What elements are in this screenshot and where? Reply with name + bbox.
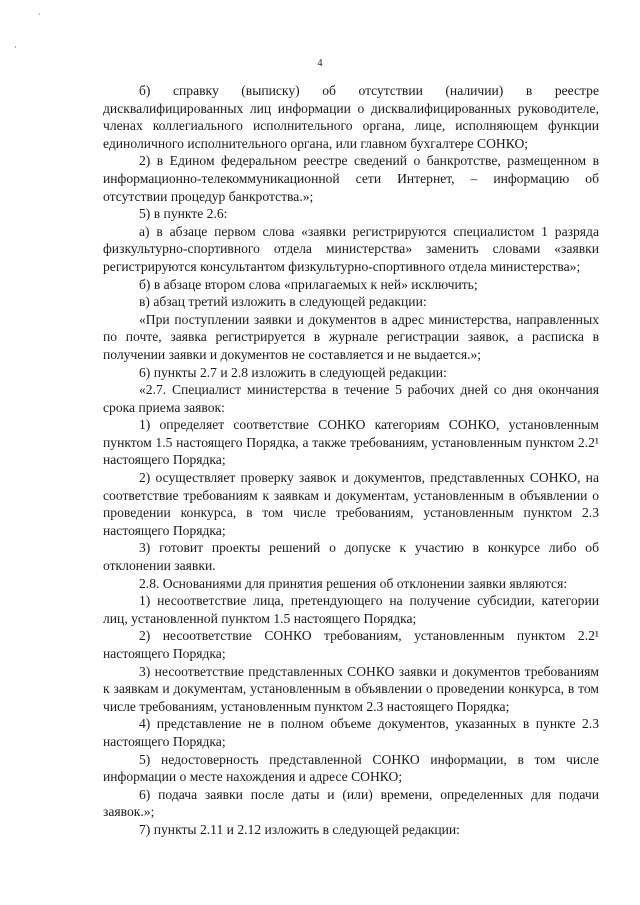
paragraph: 5) в пункте 2.6: <box>139 206 228 222</box>
paragraph: б) справку (выписку) об отсутствии (наличии) в реестре дисквалифицированных лиц информации о дисквалифицированных руководителе, членах коллегиального исполнительного органа, лице, исполняющем функции единоличного исполнительного органа, или главном бухгалтере СОНКО; <box>103 83 599 151</box>
paragraph: 5) недостоверность представленной СОНКО информации, в том числе информации о месте нахождения и адресе СОНКО; <box>103 751 599 785</box>
page-number: 4 <box>317 58 323 69</box>
paragraph: 3) готовит проекты решений о допуске к участию в конкурсе либо об отклонении заявки. <box>103 540 599 574</box>
paragraph: в) абзац третий изложить в следующей редакции: <box>139 294 427 310</box>
paragraph: 6) подача заявки после даты и (или) времени, определенных для подачи заявок.»; <box>103 786 599 820</box>
paragraph: 1) определяет соответствие СОНКО категориям СОНКО, установленным пунктом 1.5 настоящего Порядка, а также требованиям, установленным пунктом 2.2¹ настоящего Порядка; <box>103 417 599 468</box>
paragraph: 7) пункты 2.11 и 2.12 изложить в следующей редакции: <box>139 821 460 837</box>
paragraph: 6) пункты 2.7 и 2.8 изложить в следующей редакции: <box>139 364 447 380</box>
paragraph: 2) в Едином федеральном реестре сведений о банкротстве, размещенном в информационно-телекоммуникационной сети Интернет, – информацию об отсутствии процедур банкротства.»; <box>103 153 599 204</box>
paragraph: 1) несоответствие лица, претендующего на получение субсидии, категории лиц, установленной пунктом 1.5 настоящего Порядка; <box>103 593 599 626</box>
scan-mark: ˙ <box>38 12 41 22</box>
paragraph: 2) осуществляет проверку заявок и документов, представленных СОНКО, на соответствие требованиям к заявкам и документам, установленным в объявлении о проведении конкурса, в том числе требованиям, установленным пунктом 2.3 настоящего Порядка; <box>103 470 599 538</box>
paragraph: 2.8. Основаниями для принятия решения об отклонении заявки являются: <box>139 575 568 591</box>
document-body <box>103 82 599 839</box>
paragraph: 2) несоответствие СОНКО требованиям, установленным пунктом 2.2¹ настоящего Порядка; <box>103 628 599 661</box>
paragraph: а) в абзаце первом слова «заявки регистрируются специалистом 1 разряда физкультурно-спортивного отдела министерства» заменить словами «заявки регистрируются консультантом физкультурно-спортивного отдела министерства»; <box>103 223 599 274</box>
paragraph: б) в абзаце втором слова «прилагаемых к ней» исключить; <box>139 276 478 292</box>
paragraph: «2.7. Специалист министерства в течение 5 рабочих дней со дня окончания срока приема заявок: <box>103 382 599 415</box>
scan-mark: · <box>14 42 17 52</box>
paragraph: 3) несоответствие представленных СОНКО заявки и документов требованиям к заявкам и документам, установленным в объявлении о проведении конкурса, в том числе требованиям, установленным пунктом 2.3 настоящего Порядка; <box>103 663 599 714</box>
paragraph: «При поступлении заявки и документов в адрес министерства, направленных по почте, заявка регистрируется в журнале регистрации заявок, а расписка в получении заявки и документов не составляется и не выдается.»; <box>103 311 599 362</box>
paragraph: 4) представление не в полном объеме документов, указанных в пункте 2.3 настоящего Порядка; <box>103 716 599 749</box>
